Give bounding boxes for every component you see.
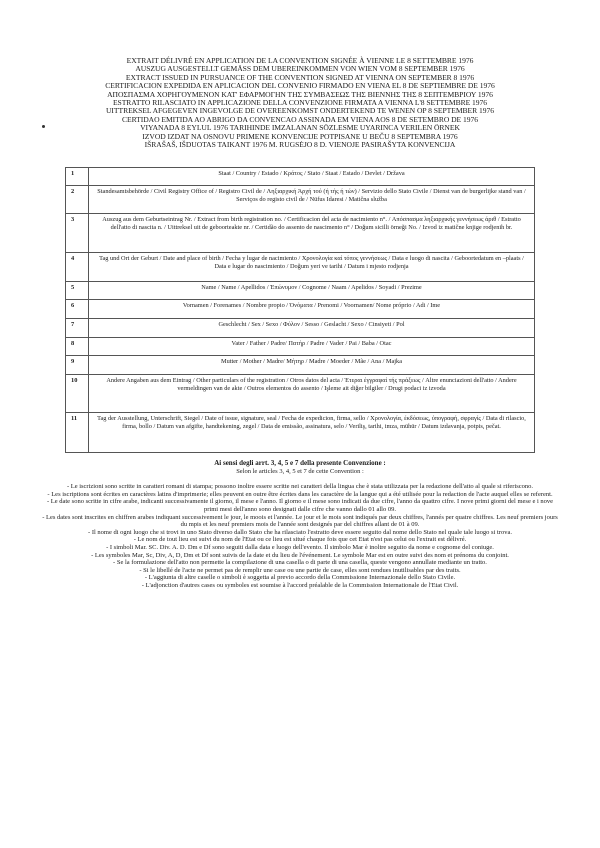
- field-label-registry-office: Standesamtsbehörde / Civil Registry Office of / Registro Civil de / Ληξιαρχική Άρχή τού (ή τής ή τών) / Servizio dello Stato Civile / Dienst van de burgerlijke stand van / Serviços do registo civil de / Nüfus Idaresi / Matična služba: [89, 186, 535, 214]
- table-row: [66, 282, 535, 300]
- header-line-de: AUSZUG AUSGESTELLT GEMÄSS DEM UBEREINKOMMEN VON WIEN VOM 8 SEPTEMBER 1976: [135, 64, 465, 74]
- row-number: 3: [66, 214, 89, 253]
- header-line-en: EXTRACT ISSUED IN PURSUANCE OF THE CONVENTION SIGNED AT VIENNA ON SEPTEMBER 8 1976: [125, 72, 475, 82]
- row-number: 8: [66, 338, 89, 356]
- convention-header: [40, 57, 560, 149]
- note-paragraph: - Il nome di ogni luogo che si trovi in uno Stato diverso dallo Stato che ha rilasciato l'estratto deve essere seguito dal nome dello Stato nel quale tale luogo si trova.: [88, 528, 512, 536]
- table-row: [66, 168, 535, 186]
- note-paragraph: - Les iscriptions sont écrites en caractères latins d'imprimerie; elles peuvent en outre être écrites dans les caractère de la langue qui a été utilisée pour la redaction de l'acte auquel elles se referent.: [47, 490, 553, 498]
- row-number: 2: [66, 186, 89, 214]
- note-paragraph: - Le date sono scritte in cifre arabe, indicanti successivamente il giorno, il mese e l'anno. Il giorno e il mese sono indicati da due cifre, l'anno da quattro cifre. I nove primi giorni del mese e i nove primi mesi dell'anno sono designati dalle cifre che vanno dallo 01 allo 09.: [46, 498, 554, 513]
- field-label-issue-signature-seal: Tag der Ausstellung, Unterschrift, Siegel / Date of issue, signature, seal / Fecha de expedicion, firma, sello / Χρονολογία, έκδόσεως, ύπογραφή, σφραγίς / Data di rilascio, firma, bollo / Datum van afgifte, handtekening, zegel / Data de emissão, assinatura, selo / Veriliş, tarihi, imza, mühür / Datum izdavanja, potpis, pečat.: [89, 413, 535, 453]
- field-label-country: Staat / Country / Estado / Κράτος / Stato / Staat / Estado / Devlet / Država: [89, 168, 535, 186]
- header-line-it: ESTRATTO RILASCIATO IN APPLICAZIONE DELLA CONVENZIONE FIRMATA A VIENNA L'8 SETTEMBRE 1976: [112, 98, 488, 108]
- row-number: 10: [66, 375, 89, 413]
- row-number: 4: [66, 253, 89, 282]
- note-paragraph: - L'adjonction d'autres cases ou symboles est soumise à l'accord préalable de la Commission Internationale de l'Etat Civil.: [141, 581, 459, 589]
- field-label-sex: Geschlecht / Sex / Sexo / Φύλον / Sesso / Geslacht / Sexo / Cinsiyeti / Pol: [89, 319, 535, 338]
- note-paragraph: - Si le libellé de l'acte ne permet pas de remplir une case ou une partie de case, elles sont rendues inutilisables par des traits.: [139, 566, 461, 574]
- note-paragraph: - Les dates sont inscrites en chiffren arabes indiquant successivement le jour, le moois et l'année. Le jour et le mois sont indiqués par deux chiffres, l'annés per quatre chiffres. Les neuf premiers jours du mpis et les neuf premiers mois de l'année sont designés par del chiffres allant de 01 à 09.: [42, 513, 558, 529]
- header-line-pt: CERTIDAO EMITIDA AO ABRIGO DA CONVENCAO ASSINADA EM VIENA AOS 8 DE SETEMBRO DE 1976: [122, 114, 478, 124]
- header-line-el: ΑΠΟΣΠΑΣΜΑ ΧΟΡΗΓΟΥΜΕΝΟΝ ΚΑΤ' ΕΦΑΡΜΟΓΗΝ ΤΗΣ ΣΥΜΒΑΣΕΩΣ ΤΗΣ ΒΙΕΝΝΗΣ ΤΗΣ 8 ΣΕΠΤΕΜΒΡΙΟΥ 1976: [107, 89, 493, 99]
- field-label-birth-date-place: Tag und Ort der Geburt / Date and place of birth / Fecha y lugar de nacimiento / Χρονολογία καί τόπος γεννήσεως / Data e luogo di nascita / Geboortedatum en –plaats / Data e lugar do nascimiento / Doğum yeri ve tarihi / Datum i mjesto rodjenja: [89, 253, 535, 282]
- row-number: 9: [66, 356, 89, 375]
- table-row: [66, 338, 535, 356]
- notes-title: Ai sensi degli arrt. 3, 4, 5 e 7 della presente Convenzione :: [214, 459, 386, 467]
- table-row: [66, 300, 535, 319]
- convention-notes: [40, 460, 560, 590]
- table-row: [66, 214, 535, 253]
- header-line-nl: UITTREKSEL AFGEGEVEN INGEVOLGE DE OVEREENKOMST ONDERTEKEND TE WENEN OP 8 SEPTEMBER 1976: [105, 106, 494, 116]
- row-number: 6: [66, 300, 89, 319]
- header-line-tr: VIYANADA 8 EYLUL 1976 TARIHINDE IMZALANAN SÖZLESME UYARINCA VERILEN ÖRNEK: [140, 123, 460, 133]
- note-paragraph: - L'aggiunta di altre caselle o simboli è soggetta al previo accordo della Commissione Internazionale dello Stato Civile.: [144, 574, 456, 582]
- header-line-sr: IZVOD IZDAT NA OSNOVU PRIMENE KONVENCIJE POTPISANE U BEČU 8 SEPTEMBRA 1976: [142, 131, 458, 141]
- field-label-mother: Mutter / Mother / Madre/ Μήτηρ / Madre / Moeder / Mãe / Ana / Majka: [89, 356, 535, 375]
- field-label-forenames: Vornamen / Forenames / Nombre propio / Όνόματα / Prenomi / Voornamen/ Nome próprio / Adi / Ime: [89, 300, 535, 319]
- table-row: [66, 319, 535, 338]
- header-line-fr: EXTRAIT DÉLIVRÉ EN APPLICATION DE LA CONVENTION SIGNÉE À VIENNE LE 8 SETTEMBRE 1976: [126, 56, 474, 65]
- note-paragraph: - Le iscrizioni sono scritte in caratteri romani di stampa; possono inoltre essere scritte nei caratteri della lingua che è stata utilizzata per la redazione dell'atto al quale si riferiscono.: [66, 483, 534, 491]
- field-label-extract-number: Auszug aus dem Geburtseintrag Nr. / Extract from birth registration no. / Certificacion del acta de nacimiento n°. / Απόσπασμα ληξιαρχικής γεννήσεως άριθ / Estratto dell'atto di nascita n. / Uittreksel uit de geboorteakte nr. / Certidão do assento de nascimento n° / Doğum sicilli örneği No. / Izvod iz matične knjige rodjenih br.: [89, 214, 535, 253]
- row-number: 1: [66, 168, 89, 186]
- field-label-other-particulars: Andere Angaben aus dem Eintrag / Other particulars of the registration / Otros datos del acta / Έτεραι έγγραφαί τής πράξεως / Altre enunciazioni dell'atto / Andere vermeldingen van de akte / Outros elementos do assento / Işleme ait diğer bilgiler / Drugi podaci iz izvoda: [89, 375, 535, 413]
- table-row: [66, 186, 535, 214]
- note-paragraph: - Le nom de tout lieu est suivi du nom de l'Etat ou ce lieu est situé chaque fois que cet Etat n'est pas celui ou l'extrait est délivré.: [133, 536, 467, 544]
- certificate-fields-table: [65, 167, 535, 453]
- table-row: [66, 375, 535, 413]
- row-number: 7: [66, 319, 89, 338]
- note-paragraph: - Les symboles Mar, Sc, Div, A, D, Dm et Df sont suivis de la date et du lieu de l'événement. Le symbole Mar est en outre suivi des nom et prénoms du conjoint.: [91, 551, 509, 559]
- notes-subtitle: Selon le articles 3, 4, 5 et 7 de cette Convention :: [236, 467, 364, 475]
- table-row: [66, 253, 535, 282]
- table-row: [66, 356, 535, 375]
- note-paragraph: - I simboli Mar. SC. Div. A. D. Dm e Df sono seguiti dalla data e luogo dell'evento. Il simbolo Mar è inoltre seguito da nome e cognome del coniuge.: [106, 543, 494, 551]
- scan-speck: [42, 125, 45, 128]
- note-paragraph: - Se la formulazione dell'atto non permette la compilazione di una casella o di parte di una casella, queste vengono annullate mediante un tratto.: [113, 559, 487, 567]
- field-label-father: Vater / Father / Padre/ Πατήρ / Padre / Vader / Pai / Baba / Otac: [89, 338, 535, 356]
- header-line-lt: IŠRAŠAŠ, IŠDUOTAS TAIKANT 1976 M. RUGSĖJO 8 D. VIENOJE PASIRAŠYTA KONVENCIJA: [144, 140, 456, 150]
- header-line-es: CERTIFICACION EXPEDIDA EN APLICACION DEL CONVENIO FIRMADO EN VIENA EL 8 DE SEPTIEMBRE DE 1976: [105, 81, 495, 91]
- field-label-surname: Name / Name / Apellidos / Έπώνυμον / Cognome / Naam / Apelidos / Soyadi / Prezime: [89, 282, 535, 300]
- row-number: 5: [66, 282, 89, 300]
- row-number: 11: [66, 413, 89, 453]
- table-row: [66, 413, 535, 453]
